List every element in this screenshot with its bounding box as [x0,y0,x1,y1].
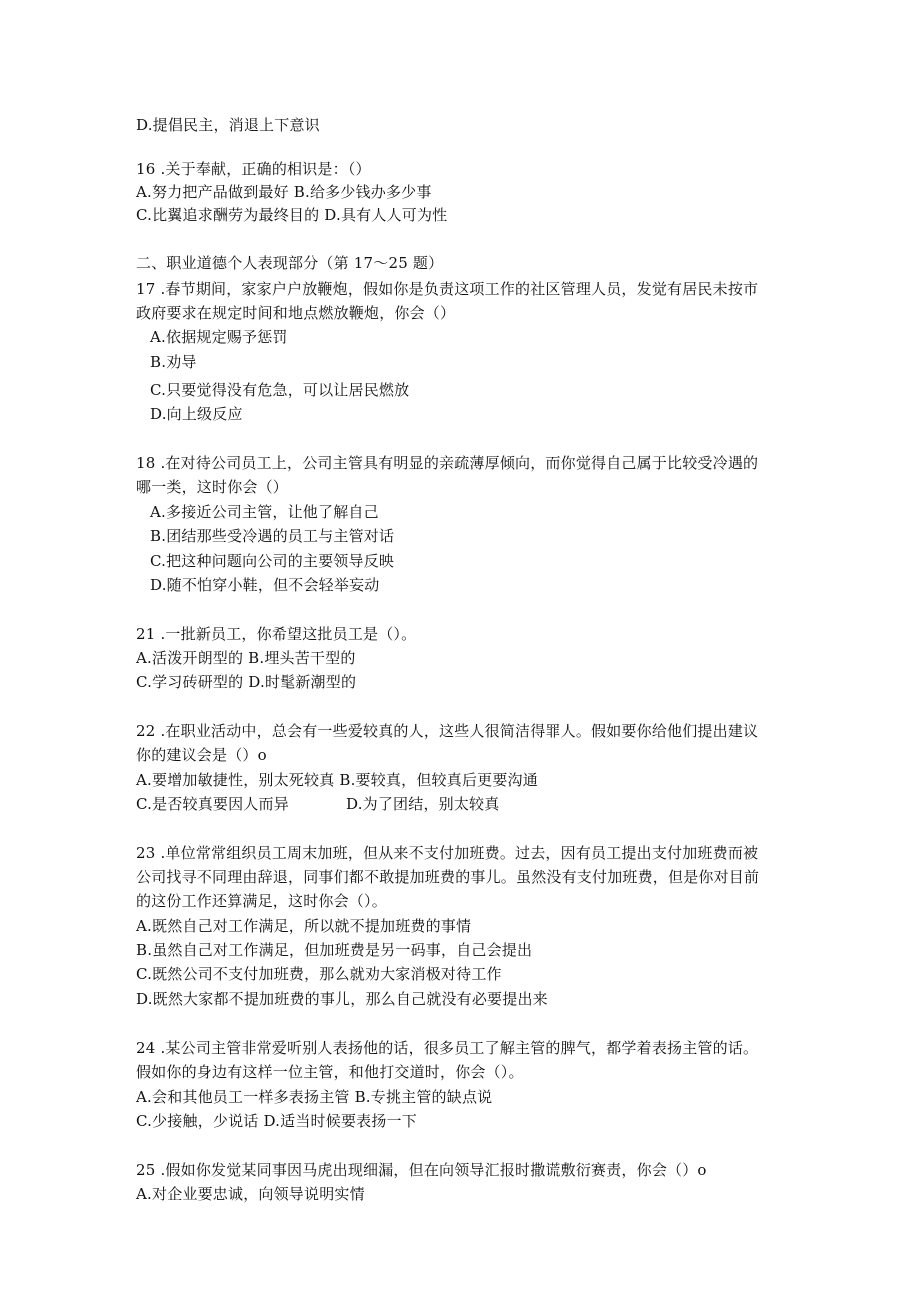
q21-options-ab: A.活泼开朗型的 B.埋头苦干型的 [136,649,356,667]
q17-stem-line-1: 17 .春节期间，家家户户放鞭炮，假如你是负责这项工作的社区管理人员，发觉有居民未按市 [136,280,759,298]
q18-option-a: A.多接近公司主管，让他了解自己 [150,503,379,521]
q24-stem-line-1: 24 .某公司主管非常爱听别人表扬他的话，很多员工了解主管的脾气，都学着表扬主管的话。 [136,1039,759,1057]
q24-options-ab: A.会和其他员工一样多表扬主管 B.专挑主管的缺点说 [136,1088,493,1106]
q15-option-d: D.提倡民主，消退上下意识 [136,116,320,134]
q21-stem: 21 .一批新员工，你希望这批员工是（）。 [136,625,417,643]
q18-stem-line-1: 18 .在对待公司员工上，公司主管具有明显的亲疏薄厚倾向，而你觉得自己属于比较受冷遇的 [136,454,759,472]
q18-option-d: D.随不怕穿小鞋，但不会轻举妄动 [150,576,380,594]
q23-option-a: A.既然自己对工作满足，所以就不提加班费的事情 [136,917,472,935]
q18-option-b: B.团结那些受冷遇的员工与主管对话 [150,527,395,545]
q18-option-c: C.把这种问题向公司的主要领导反映 [150,552,395,570]
q23-option-d: D.既然大家都不提加班费的事儿，那么自己就没有必要提出来 [136,990,548,1008]
q22-option-d: D.为了团结，别太较真 [346,795,500,813]
q17-option-d: D.向上级反应 [150,405,243,423]
q23-stem-line-1: 23 .单位常常组织员工周末加班，但从来不支付加班费。过去，因有员工提出支付加班费而被 [136,844,759,862]
q17-option-b: B.劝导 [150,353,197,371]
q22-stem-line-1: 22 .在职业活动中，总会有一些爱较真的人，这些人很简洁得罪人。假如要你给他们提出建议 [136,722,759,740]
q22-options-ab: A.要增加敏捷性，别太死较真 B.要较真，但较真后更要沟通 [136,771,538,789]
q22-option-c: C.是否较真要因人而异 [136,795,289,813]
q17-option-a: A.依据规定赐予惩罚 [150,328,288,346]
q24-options-cd: C.少接触，少说话 D.适当时候要表扬一下 [136,1112,417,1130]
q23-stem-line-3: 的这份工作还算满足，这时你会（）。 [136,892,387,910]
q17-stem-line-2: 政府要求在规定时间和地点燃放鞭炮，你会（） [136,304,456,322]
q21-options-cd: C.学习砖研型的 D.时髦新潮型的 [136,673,357,691]
q22-stem-line-2: 你的建议会是（）o [136,746,267,764]
q25-option-a: A.对企业要忠诚，向领导说明实情 [136,1185,365,1203]
q16-options-cd: C.比翼追求酬劳为最终目的 D.具有人人可为性 [136,206,448,224]
q25-stem: 25 .假如你发觉某同事因马虎出现细漏，但在向领导汇报时撒谎敷衍赛责，你会（）o [136,1161,707,1179]
section-2-title: 二、职业道德个人表现部分（第 17〜25 题） [136,254,444,272]
q16-stem: 16 .关于奉献，正确的相识是：（） [136,160,371,178]
q23-option-c: C.既然公司不支付加班费，那么就劝大家消极对待工作 [136,965,502,983]
q23-option-b: B.虽然自己对工作满足，但加班费是另一码事，自己会提出 [136,941,533,959]
q24-stem-line-2: 假如你的身边有这样一位主管，和他打交道时，你会（）。 [136,1063,524,1081]
q17-option-c: C.只要觉得没有危急，可以让居民燃放 [150,381,410,399]
q23-stem-line-2: 公司找寻不同理由辞退，同事们都不敢提加班费的事儿。虽然没有支付加班费，但是你对目前 [136,868,760,886]
q16-options-ab: A.努力把产品做到最好 B.给多少钱办多少事 [136,183,432,201]
q18-stem-line-2: 哪一类，这时你会（） [136,478,289,496]
